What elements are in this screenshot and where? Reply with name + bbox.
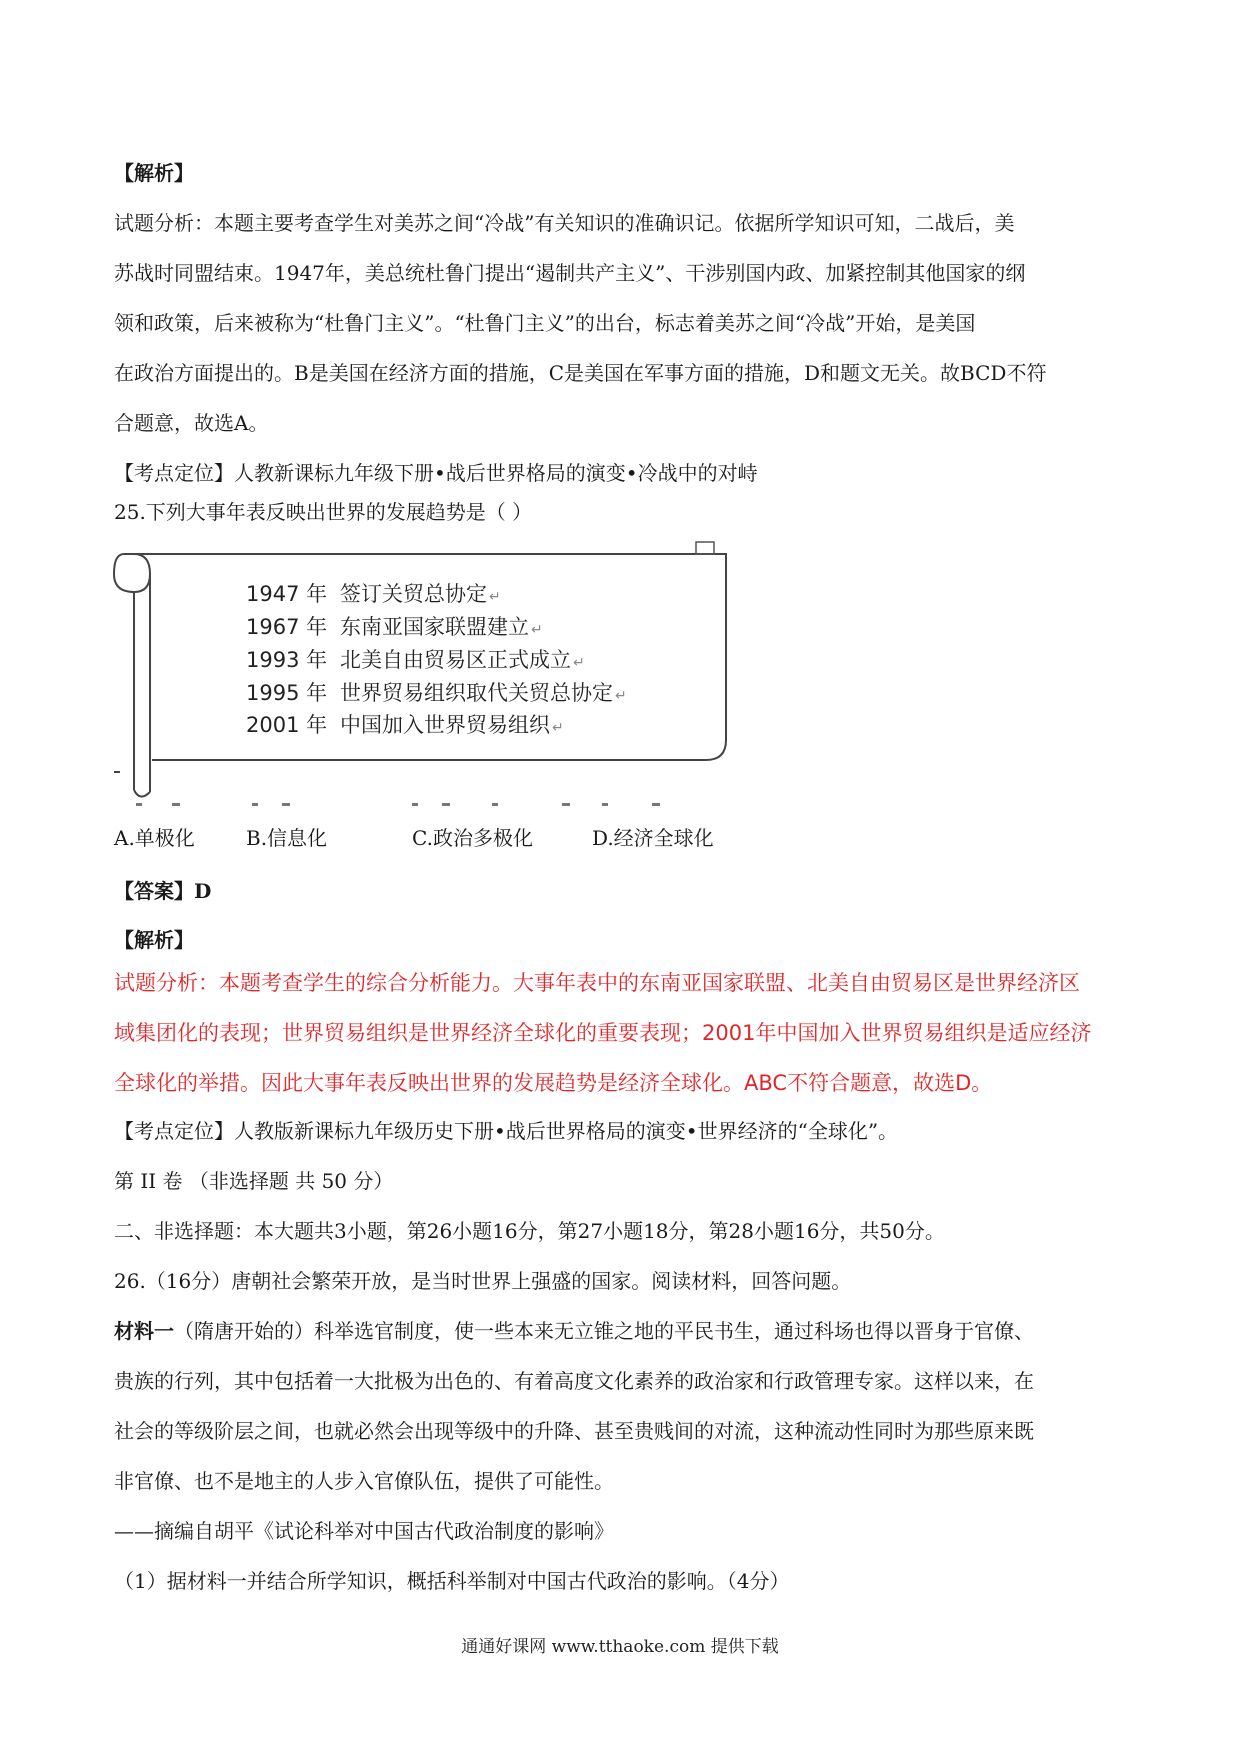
- timeline-year: 1993 年: [246, 648, 328, 672]
- timeline-row: [246, 644, 585, 676]
- key-point: 【考点定位】人教新课标九年级下册•战后世界格局的演变•冷战中的对峙: [114, 461, 758, 485]
- part-title: 第 II 卷 （非选择题 共 50 分）: [114, 1169, 394, 1193]
- timeline-event: 世界贸易组织取代关贸总协定: [340, 681, 613, 705]
- analysis-line: 试题分析：本题主要考查学生对美苏之间“冷战”有关知识的准确识记。依据所学知识可知，二战后，美: [114, 211, 1015, 235]
- key-point: 【考点定位】人教版新课标九年级历史下册•战后世界格局的演变•世界经济的“全球化”。: [114, 1119, 899, 1143]
- analysis-line: 合题意，故选A。: [114, 411, 269, 435]
- material-text: （隋唐开始的）科举选官制度，使一些本来无立锥之地的平民书生，通过科场也得以晋身于官僚、: [174, 1319, 1034, 1343]
- timeline-year: 2001 年: [246, 713, 328, 737]
- timeline-row: [246, 677, 627, 709]
- question-stem: 25.下列大事年表反映出世界的发展趋势是（ ）: [114, 500, 533, 524]
- timeline-row: [246, 578, 501, 610]
- analysis-line-red: 全球化的举措。因此大事年表反映出世界的发展趋势是经济全球化。ABC不符合题意，故选D。: [114, 1071, 993, 1095]
- material-paragraph: [114, 1316, 1130, 1346]
- analysis-line: 领和政策，后来被称为“杜鲁门主义”。“杜鲁门主义”的出台，标志着美苏之间“冷战”开始，是美国: [114, 311, 976, 335]
- timeline-year: 1995 年: [246, 681, 328, 705]
- return-mark-icon: ↵: [573, 655, 585, 671]
- sub-question: （1）据材料一并结合所学知识，概括科举制对中国古代政治的影响。（4分）: [114, 1569, 790, 1593]
- answer-label: 【答案】D: [114, 879, 212, 903]
- timeline-row: [246, 611, 543, 643]
- timeline-year: 1967 年: [246, 615, 328, 639]
- material-line: 贵族的行列，其中包括着一大批极为出色的、有着高度文化素养的政治家和行政管理专家。这样以来，在: [114, 1369, 1034, 1393]
- return-mark-icon: ↵: [552, 720, 564, 736]
- option-d: D.经济全球化: [592, 826, 714, 850]
- return-mark-icon: ↵: [615, 688, 627, 704]
- timeline-row: [246, 709, 564, 741]
- analysis-label: 【解析】: [114, 928, 194, 952]
- timeline-event: 北美自由贸易区正式成立: [340, 648, 571, 672]
- question-stem: 26.（16分）唐朝社会繁荣开放，是当时世界上强盛的国家。阅读材料，回答问题。: [114, 1269, 852, 1293]
- analysis-label: 【解析】: [114, 161, 194, 185]
- analysis-line: 在政治方面提出的。B是美国在经济方面的措施，C是美国在军事方面的措施，D和题文无关。故BCD不符: [114, 361, 1047, 385]
- analysis-line-red: 域集团化的表现；世界贸易组织是世界经济全球化的重要表现；2001年中国加入世界贸易组织是适应经济: [114, 1021, 1092, 1045]
- timeline-year: 1947 年: [246, 582, 328, 606]
- return-mark-icon: ↵: [531, 622, 543, 638]
- timeline-event: 签订关贸总协定: [340, 582, 487, 606]
- analysis-line-red: 试题分析：本题考查学生的综合分析能力。大事年表中的东南亚国家联盟、北美自由贸易区是世界经济区: [114, 971, 1080, 995]
- page-footer: 通通好课网 www.tthaoke.com 提供下载: [461, 1637, 779, 1657]
- part-instructions: 二、非选择题：本大题共3小题，第26小题16分，第27小题18分，第28小题16分，共50分。: [114, 1219, 945, 1243]
- option-a: A.单极化: [114, 826, 195, 850]
- timeline-event: 中国加入世界贸易组织: [340, 713, 550, 737]
- material-line: 非官僚、也不是地主的人步入官僚队伍，提供了可能性。: [114, 1469, 614, 1493]
- option-b: B.信息化: [246, 826, 328, 850]
- material-label: 材料一: [114, 1319, 174, 1343]
- material-line: 社会的等级阶层之间，也就必然会出现等级中的升降、甚至贵贱间的对流，这种流动性同时为那些原来既: [114, 1419, 1034, 1443]
- return-mark-icon: ↵: [489, 589, 501, 605]
- timeline-event: 东南亚国家联盟建立: [340, 615, 529, 639]
- material-source: ——摘编自胡平《试论科举对中国古代政治制度的影响》: [114, 1519, 614, 1543]
- analysis-line: 苏战时同盟结束。1947年，美总统杜鲁门提出“遏制共产主义”、干涉别国内政、加紧控制其他国家的纲: [114, 261, 1026, 285]
- option-c: C.政治多极化: [412, 826, 533, 850]
